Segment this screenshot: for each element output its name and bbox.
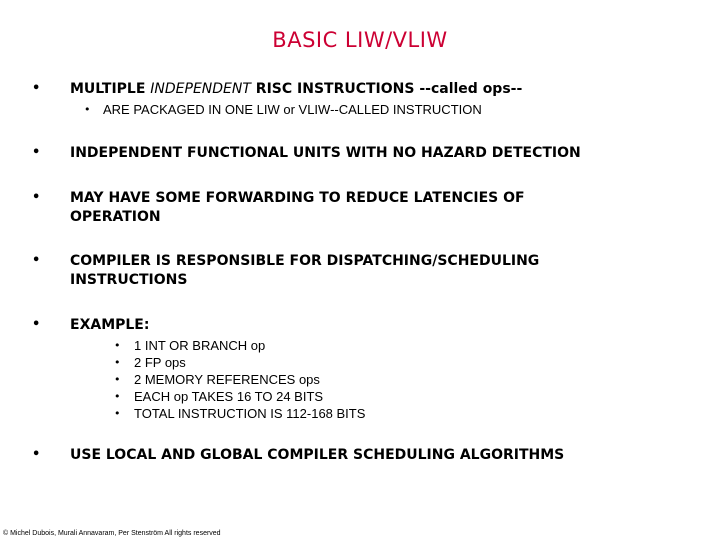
bullet-marker: • <box>32 145 41 160</box>
bullet-marker: • <box>32 81 41 96</box>
sub-bullet-marker: • <box>114 339 121 352</box>
sub-bullet-marker: • <box>84 103 91 116</box>
list-item-text: 2 FP ops <box>134 355 186 370</box>
list-item-text: 1 INT OR BRANCH op <box>134 338 266 353</box>
copyright-footer: © Michel Dubois, Murali Annavaram, Per Stenström All rights reserved <box>3 530 221 537</box>
bullet-marker: • <box>32 190 41 205</box>
bullet-text-line-1: COMPILER IS RESPONSIBLE FOR DISPATCHING/SCHEDULING <box>70 253 540 269</box>
bullet-text: INDEPENDENT FUNCTIONAL UNITS WITH NO HAZARD DETECTION <box>70 145 581 161</box>
sub-bullet-marker: • <box>114 373 121 386</box>
bullet-marker: • <box>32 253 41 268</box>
bullet-text: USE LOCAL AND GLOBAL COMPILER SCHEDULING ALGORITHMS <box>70 447 565 463</box>
bullet-text <box>70 80 522 98</box>
list-item-text: TOTAL INSTRUCTION IS 112-168 BITS <box>134 406 366 421</box>
sub-bullet-text: ARE PACKAGED IN ONE LIW or VLIW--CALLED INSTRUCTION <box>103 102 482 117</box>
bullet-text-part: MULTIPLE <box>70 81 151 97</box>
sub-bullet-marker: • <box>114 390 121 403</box>
bullet-text-italic: INDEPENDENT <box>150 81 251 97</box>
sub-bullet-marker: • <box>114 356 121 369</box>
list-item-text: 2 MEMORY REFERENCES ops <box>134 372 320 387</box>
bullet-marker: • <box>32 317 41 332</box>
slide-title: BASIC LIW/VLIW <box>272 28 448 52</box>
bullet-text-line-2: INSTRUCTIONS <box>70 272 188 288</box>
list-item-text: EACH op TAKES 16 TO 24 BITS <box>134 389 324 404</box>
bullet-marker: • <box>32 447 41 462</box>
bullet-text-part: RISC INSTRUCTIONS --called ops-- <box>250 81 523 97</box>
bullet-text: EXAMPLE: <box>70 317 150 333</box>
bullet-text-line-2: OPERATION <box>70 209 161 225</box>
sub-bullet-marker: • <box>114 407 121 420</box>
bullet-text-line-1: MAY HAVE SOME FORWARDING TO REDUCE LATENCIES OF <box>70 190 525 206</box>
